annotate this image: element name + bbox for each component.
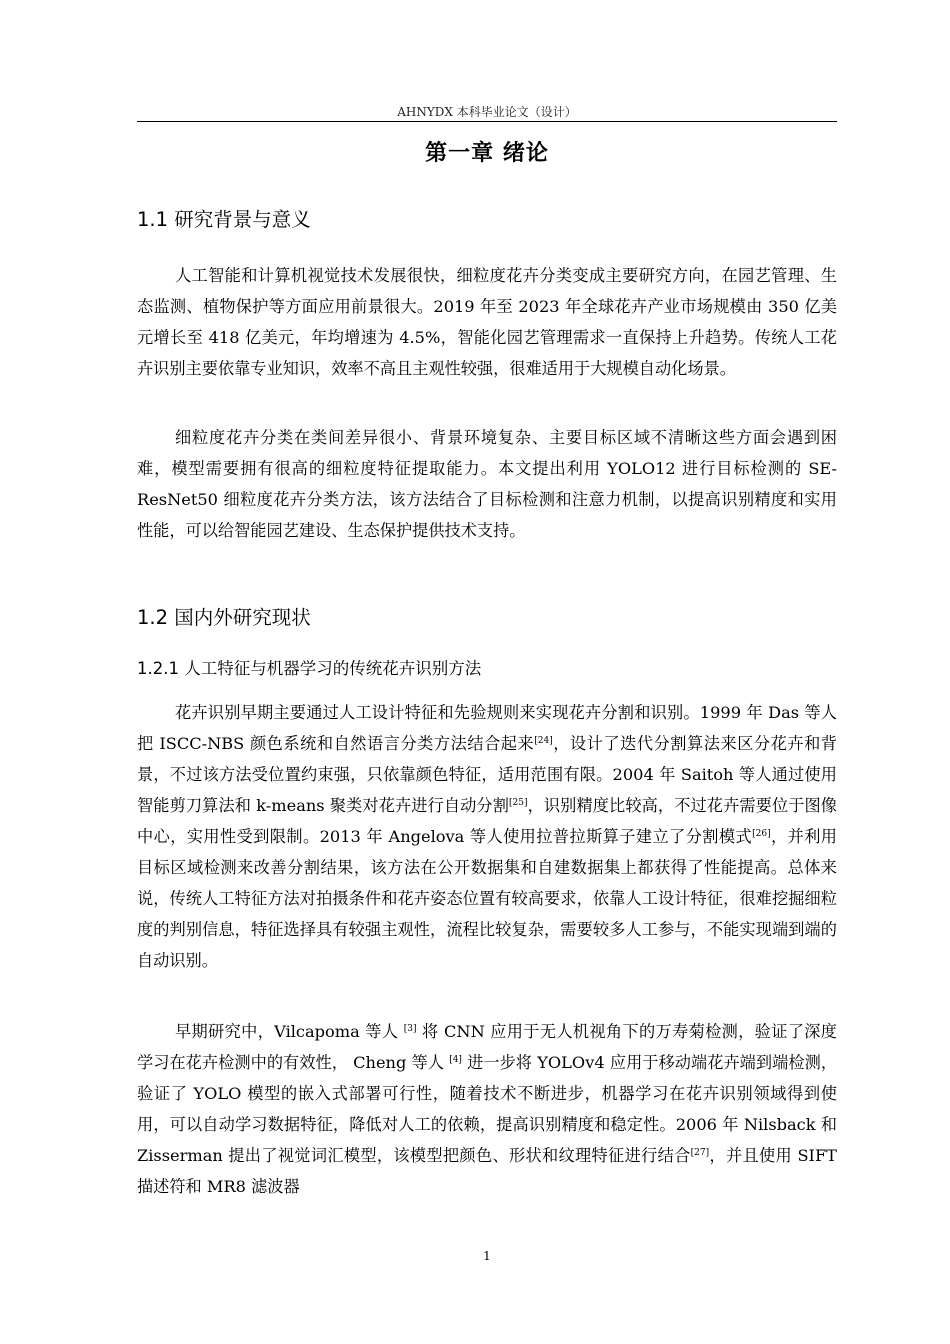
paragraph-early-research — [137, 1016, 837, 1202]
paragraph-background — [137, 260, 837, 384]
paragraph-text: 花卉识别早期主要通过人工设计特征和先验规则来实现花卉分割和识别。1999 年 Das 等人把 ISCC-NBS 颜色系统和自然语言分类方法结合起来 — [137, 703, 837, 753]
subsection-heading-1-2-1: 1.2.1 人工特征与机器学习的传统花卉识别方法 — [137, 659, 482, 678]
citation-24: [24] — [534, 736, 553, 746]
citation-3: [3] — [403, 1024, 417, 1034]
paragraph-traditional-methods — [137, 697, 837, 976]
paragraph-text: 人工智能和计算机视觉技术发展很快，细粒度花卉分类变成主要研究方向，在园艺管理、生态监测、植物保护等方面应用前景很大。2019 年至 2023 年全球花卉产业市场规模由 350 亿美元增长至 418 亿美元，年均增速为 4.5%，智能化园艺管理需求一直保持上升趋势。传统人工花卉识别主要依靠专业知识，效率不高且主观性较强，很难适用于大规模自动化场景。 — [137, 266, 837, 378]
page-number: 1 — [483, 1249, 491, 1263]
section-heading-1-2: 1.2 国内外研究现状 — [137, 606, 311, 629]
paragraph-text: ，并且使用 SIFT 描述符和 MR8 滤波器 — [137, 1146, 837, 1196]
header-rule — [137, 121, 837, 122]
paragraph-text: 将 CNN 应用于无人机视角下的万寿菊检测，验证了深度学习在花卉检测中的有效性， Cheng 等人 — [137, 1022, 837, 1072]
paragraph-fine-grained — [137, 422, 837, 546]
paragraph-text: ，识别精度比较高，不过花卉需要位于图像中心，实用性受到限制。2013 年 Angelova 等人使用拉普拉斯算子建立了分割模式 — [137, 796, 837, 846]
paragraph-text: 细粒度花卉分类在类间差异很小、背景环境复杂、主要目标区域不清晰这些方面会遇到困难，模型需要拥有很高的细粒度特征提取能力。本文提出利用 YOLO12 进行目标检测的 SE-ResNet50 细粒度花卉分类方法，该方法结合了目标检测和注意力机制，以提高识别精度和实用性能，可以给智能园艺建设、生态保护提供技术支持。 — [137, 428, 837, 540]
citation-4: [4] — [449, 1055, 462, 1065]
chapter-title: 第一章 绪论 — [425, 141, 549, 166]
citation-25: [25] — [509, 798, 528, 808]
paragraph-text: 进一步将 YOLOv4 应用于移动端花卉端到端检测，验证了 YOLO 模型的嵌入式部署可行性，随着技术不断进步，机器学习在花卉识别领域得到使用，可以自动学习数据特征，降低对人工的依赖，提高识别精度和稳定性。2006 年 Nilsback 和 Zisserman 提出了视觉词汇模型，该模型把颜色、形状和纹理特征进行结合 — [137, 1053, 838, 1165]
paragraph-text: 早期研究中，Vilcapoma 等人 — [175, 1022, 404, 1041]
running-header: AHNYDX 本科毕业论文（设计） — [397, 105, 577, 119]
paragraph-text: ，并利用目标区域检测来改善分割结果，该方法在公开数据集和自建数据集上都获得了性能提高。总体来说，传统人工特征方法对拍摄条件和花卉姿态位置有较高要求，依靠人工设计特征，很难挖掘细粒度的判别信息，特征选择具有较强主观性，流程比较复杂，需要较多人工参与，不能实现端到端的自动识别。 — [137, 827, 837, 970]
citation-26: [26] — [752, 829, 771, 839]
section-heading-1-1: 1.1 研究背景与意义 — [137, 208, 311, 231]
paragraph-text: ，设计了迭代分割算法来区分花卉和背景，不过该方法受位置约束强，只依靠颜色特征，适用范围有限。2004 年 Saitoh 等人通过使用智能剪刀算法和 k-means 聚类对花卉进行自动分割 — [137, 734, 837, 815]
citation-27: [27] — [690, 1148, 710, 1158]
